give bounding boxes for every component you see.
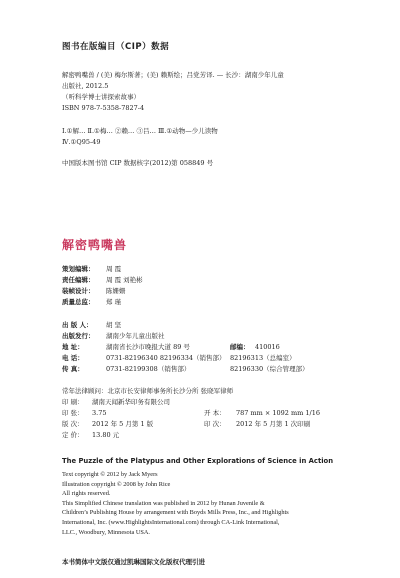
editor-row — [62, 286, 380, 297]
printer-label: 印 刷： — [62, 398, 84, 406]
phone-row — [62, 353, 380, 364]
english-line: International, Inc. (www.HighlightsInternational.com) through CA-Link International, — [62, 518, 280, 526]
postcode-value: 410016 — [255, 343, 280, 351]
editor-value: 郑 瑾 — [106, 298, 122, 306]
address-row — [62, 342, 380, 353]
english-line: This Simplified Chinese translation was published in 2012 by Hunan Juvenile & — [62, 499, 265, 507]
cip-classification — [62, 126, 380, 148]
editor-list — [62, 264, 380, 308]
editor-label: 策划编辑： — [62, 265, 95, 273]
editor-label: 质量总监： — [62, 298, 95, 306]
editor-value: 陈姗姗 — [106, 287, 126, 295]
english-copyright — [62, 470, 380, 537]
cip-line: 解密鸭嘴兽 / (美) 梅尔斯著；(美) 赖斯绘；吕党芳译. — 长沙：湖南少年儿童 — [62, 71, 284, 79]
lawyer-row — [62, 386, 380, 397]
english-line: Text copyright © 2012 by Jack Myers — [62, 471, 158, 478]
english-line: All rights reserved. — [62, 490, 111, 498]
cip-line: ISBN 978-7-5358-7827-4 — [62, 104, 145, 112]
cip-line: 出版社, 2012.5 — [62, 82, 109, 90]
price-row — [62, 430, 380, 441]
editor-label: 装帧设计： — [62, 287, 95, 295]
rights-note: 本书简体中文版仅通过凯琳国际文化版权代理引进 — [62, 558, 205, 566]
classification-line: Ⅳ.①Q95-49 — [62, 138, 101, 146]
print-block — [62, 386, 380, 441]
english-line: Illustration copyright © 2008 by John Rice — [62, 480, 171, 488]
lawyer-text: 常年法律顾问：北京市长安律师事务所长沙分所 张晓军律师 — [62, 387, 234, 395]
edition-value: 2012 年 5 月第 1 版 — [92, 420, 154, 428]
english-line: LLC., Woodbury, Minnesota USA. — [62, 528, 150, 536]
phone-value-2: 82196313（总编室） — [230, 354, 296, 362]
fax-value: 0731-82199308（销售部） — [106, 365, 191, 373]
issuer-label: 出版发行： — [62, 332, 95, 340]
issuer-value: 湖南少年儿童出版社 — [106, 332, 165, 340]
english-line: Children’s Publishing House by arrangement with Boyds Mills Press, Inc., and Highlights — [62, 509, 289, 517]
publisher-value: 胡 坚 — [106, 321, 122, 329]
editor-label: 责任编辑： — [62, 276, 95, 284]
phone-label: 电 话： — [62, 354, 84, 362]
book-title: 解密鸭嘴兽 — [62, 238, 128, 252]
cip-line: （听科学博士讲探索故事） — [62, 93, 140, 101]
issuer-row — [62, 331, 380, 342]
postcode-label: 邮编： — [230, 343, 250, 351]
editor-row — [62, 275, 380, 286]
impression-label: 印 次： — [204, 420, 226, 428]
publisher-block — [62, 320, 380, 375]
fax-row — [62, 364, 380, 375]
printer-value: 湖南天闻新华印务有限公司 — [92, 398, 170, 406]
editor-value: 周 霞 刘艳彬 — [106, 276, 143, 284]
phone-value: 0731-82196340 82196334（销售部） — [106, 354, 226, 362]
format-value: 787 mm × 1092 mm 1/16 — [236, 409, 320, 417]
english-title: The Puzzle of the Platypus and Other Explorations of Science in Action — [62, 457, 334, 465]
impression-value: 2012 年 5 月第 1 次印刷 — [236, 420, 311, 428]
format-label: 开 本： — [204, 409, 226, 417]
fax-label: 传 真： — [62, 365, 84, 373]
address-label: 地 址： — [62, 343, 84, 351]
price-label: 定 价： — [62, 431, 84, 439]
price-value: 13.80 元 — [92, 431, 120, 439]
edition-row — [62, 419, 380, 430]
editor-value: 周 霞 — [106, 265, 122, 273]
sheet-row — [62, 408, 380, 419]
publisher-label: 出 版 人： — [62, 321, 93, 329]
sheet-label: 印 张： — [62, 409, 84, 417]
sheet-value: 3.75 — [92, 409, 107, 417]
cip-record — [62, 158, 380, 169]
cip-record-line: 中国版本图书馆 CIP 数据核字(2012)第 058849 号 — [62, 159, 214, 167]
classification-line: Ⅰ.①解… Ⅱ.①梅… ②赖… ③吕… Ⅲ.①动物—少儿读物 — [62, 127, 218, 135]
printer-row — [62, 397, 380, 408]
editor-row — [62, 264, 380, 275]
address-value: 湖南省长沙市晚报大道 89 号 — [106, 343, 190, 351]
edition-label: 版 次： — [62, 420, 84, 428]
editor-row — [62, 297, 380, 308]
publisher-row — [62, 320, 380, 331]
fax-value-2: 82196330（综合管理部） — [230, 365, 309, 373]
cip-block — [62, 70, 380, 114]
cip-heading: 图书在版编目（CIP）数据 — [62, 42, 170, 52]
